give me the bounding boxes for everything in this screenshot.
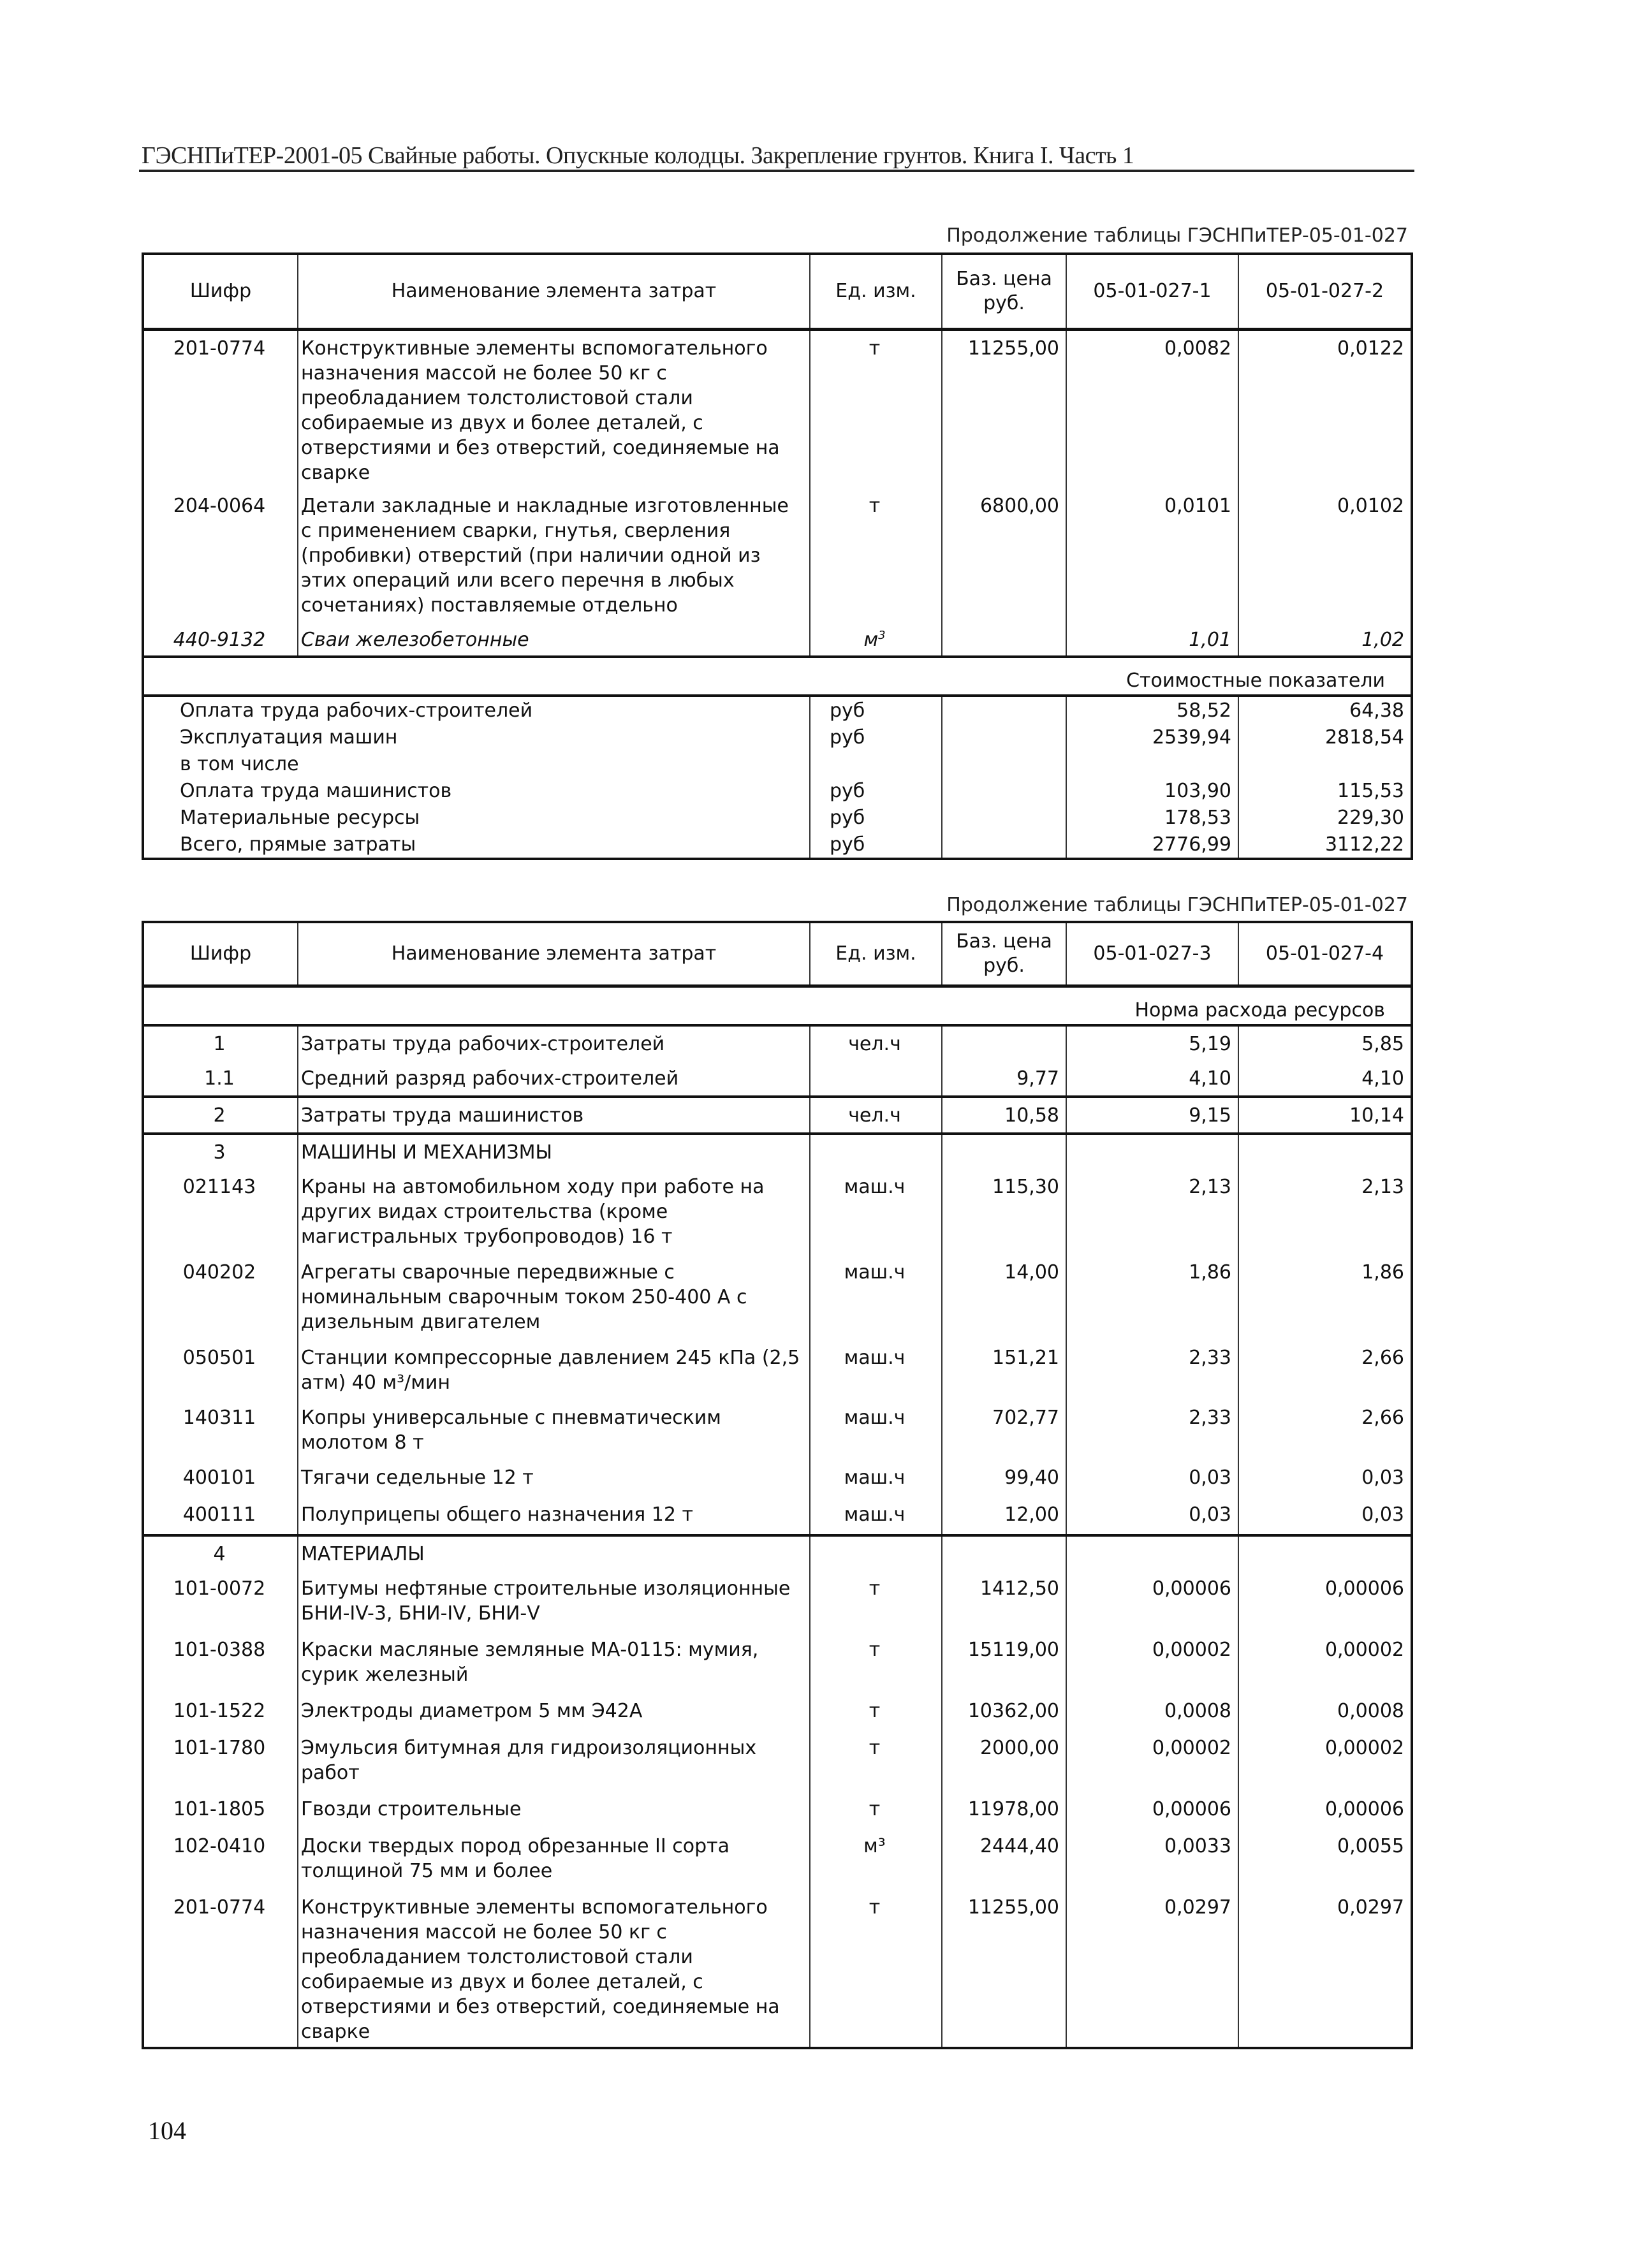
cell-name: Сваи железобетонные [298,622,810,657]
col-header-name: Наименование элемента затрат [298,254,810,329]
cell-v2: 0,0122 [1238,329,1412,488]
cell-v1: 0,0033 [1066,1829,1238,1890]
cell-v1: 0,00006 [1066,1792,1238,1829]
cost-v1: 178,53 [1066,804,1238,831]
col-header-v2: 05-01-027-4 [1238,922,1412,986]
cost-row [143,724,1412,750]
cell-v1: 4,10 [1066,1061,1238,1097]
col-header-code: Шифр [143,922,298,986]
cell-price: 11978,00 [942,1792,1066,1829]
cost-row [143,777,1412,804]
cell-v2: 5,85 [1238,1025,1412,1061]
col-header-code: Шифр [143,254,298,329]
cost-v1: 58,52 [1066,696,1238,724]
cost-label: Всего, прямые затраты [180,833,416,856]
cell-price: 12,00 [942,1497,1066,1535]
cell-price: 10362,00 [942,1694,1066,1730]
cost-empty [942,696,1066,724]
cell-price [942,622,1066,657]
cell-code: 102-0410 [143,1829,298,1890]
cell-unit: маш.ч [810,1497,942,1535]
cell-name: Эмульсия битумная для гидроизоляционных работ [298,1730,810,1792]
group-row-machines [143,1134,1412,1169]
cell-unit: т [810,1632,942,1694]
cell-code: 1.1 [143,1061,298,1097]
cell-v1: 0,00002 [1066,1730,1238,1792]
cell-code: 050501 [143,1340,298,1400]
cell-v1: 1,86 [1066,1255,1238,1340]
cost-label: Эксплуатация машин [180,726,398,749]
cell-v2: 0,00006 [1238,1571,1412,1632]
cell-name: Копры универсальные с пневматическим молотом 8 т [298,1400,810,1460]
col-header-price: Баз. цена руб. [942,254,1066,329]
cell-v1: 0,00002 [1066,1632,1238,1694]
cell-name: Затраты труда рабочих-строителей [298,1025,810,1061]
cell-unit: т [810,1730,942,1792]
table-row [143,1255,1412,1340]
cell-v1: 0,03 [1066,1497,1238,1535]
cell-v2 [1238,1535,1412,1571]
unit-text: м [863,629,879,651]
table-row [143,1632,1412,1694]
cell-v1: 0,0101 [1066,488,1238,622]
cost-unit: руб [810,831,942,859]
page-header-title: ГЭСНПиТЕР-2001-05 Свайные работы. Опускные колодцы. Закрепление грунтов. Книга I. Часть 1 [142,142,1134,169]
cost-row [143,831,1412,859]
cost-label: Материальные ресурсы [180,807,420,829]
unit-superscript: 3 [878,629,886,642]
cost-v1: 103,90 [1066,777,1238,804]
cell-v1 [1066,1535,1238,1571]
cell-v2: 2,13 [1238,1169,1412,1255]
cell-unit: чел.ч [810,1097,942,1134]
cell-name: Станции компрессорные давлением 245 кПа (2,5 атм) 40 м³/мин [298,1340,810,1400]
cell-v1 [1066,1134,1238,1169]
cell-v2: 0,00002 [1238,1632,1412,1694]
cell-v2: 1,86 [1238,1255,1412,1340]
cell-code: 021143 [143,1169,298,1255]
cell-unit [810,1535,942,1571]
cost-v2: 229,30 [1238,804,1412,831]
cell-unit: маш.ч [810,1340,942,1400]
cost-empty [942,750,1066,777]
cost-v1: 2539,94 [1066,724,1238,750]
cost-v2: 2818,54 [1238,724,1412,750]
cell-price [942,1535,1066,1571]
cell-unit: т [810,1792,942,1829]
cell-code: 101-0072 [143,1571,298,1632]
table-row [143,1890,1412,2048]
cell-price: 9,77 [942,1061,1066,1097]
cell-v2: 0,0008 [1238,1694,1412,1730]
cell-price: 15119,00 [942,1632,1066,1694]
cell-v2: 0,0297 [1238,1890,1412,2048]
cell-price: 2000,00 [942,1730,1066,1792]
table-row [143,622,1412,657]
cost-unit: руб [810,724,942,750]
cell-code: 400101 [143,1460,298,1497]
cost-v2: 3112,22 [1238,831,1412,859]
cell-name: Затраты труда машинистов [298,1097,810,1134]
table2 [142,921,1413,2049]
cell-v1: 2,33 [1066,1400,1238,1460]
cell-v1: 0,0008 [1066,1694,1238,1730]
cell-price: 1412,50 [942,1571,1066,1632]
cell-price: 99,40 [942,1460,1066,1497]
table-row [143,488,1412,622]
table-row [143,1400,1412,1460]
table1 [142,252,1413,860]
cell-price [942,1134,1066,1169]
cell-unit: маш.ч [810,1169,942,1255]
cell-code: 101-1780 [143,1730,298,1792]
cell-code: 040202 [143,1255,298,1340]
cost-v1: 2776,99 [1066,831,1238,859]
cost-unit: руб [810,804,942,831]
cell-unit: т [810,1571,942,1632]
cell-code: 204-0064 [143,488,298,622]
cell-name: Тягачи седельные 12 т [298,1460,810,1497]
col-header-v1: 05-01-027-3 [1066,922,1238,986]
cell-unit: т [810,329,942,488]
cell-code: 3 [143,1134,298,1169]
section-label-cost: Стоимостные показатели [1126,669,1385,692]
col-header-v1: 05-01-027-1 [1066,254,1238,329]
cell-unit: маш.ч [810,1255,942,1340]
cost-label: в том числе [180,753,299,775]
cell-v1: 0,0082 [1066,329,1238,488]
cell-unit: маш.ч [810,1460,942,1497]
table1-header-row [143,254,1412,329]
table-row [143,1340,1412,1400]
cell-price: 151,21 [942,1340,1066,1400]
cost-label: Оплата труда рабочих-строителей [180,699,533,722]
table-row [143,1025,1412,1061]
cell-v2: 2,66 [1238,1340,1412,1400]
cell-code: 1 [143,1025,298,1061]
cell-unit: м³ [810,1829,942,1890]
cell-price: 11255,00 [942,329,1066,488]
cell-price: 11255,00 [942,1890,1066,2048]
cell-name: Конструктивные элементы вспомогательного назначения массой не более 50 кг с преобладанием толстолистовой стали собираемые из двух и более деталей, с отверстиями и без отверстий, соединяемые на сварке [298,1890,810,2048]
cell-name: Детали закладные и накладные изготовленные с применением сварки, гнутья, сверления (пробивки) отверстий (при наличии одной из этих операций или всего перечня в любых сочетаниях) поставляемые отдельно [298,488,810,622]
col-header-unit: Ед. изм. [810,254,942,329]
group-row-materials [143,1535,1412,1571]
cell-v1: 1,01 [1066,622,1238,657]
cost-empty [942,777,1066,804]
cell-v2: 4,10 [1238,1061,1412,1097]
cell-v2: 0,03 [1238,1497,1412,1535]
table-row [143,1169,1412,1255]
section-row [143,657,1412,696]
cell-unit: т [810,1890,942,2048]
cell-v2: 0,0102 [1238,488,1412,622]
cell-name: МАШИНЫ И МЕХАНИЗМЫ [298,1134,810,1169]
cell-price: 10,58 [942,1097,1066,1134]
col-header-name: Наименование элемента затрат [298,922,810,986]
cell-unit: маш.ч [810,1400,942,1460]
cell-v2: 10,14 [1238,1097,1412,1134]
table-row [143,1460,1412,1497]
cell-name: Доски твердых пород обрезанные II сорта толщиной 75 мм и более [298,1829,810,1890]
cell-code: 101-1522 [143,1694,298,1730]
section-row [143,986,1412,1026]
cell-code: 101-1805 [143,1792,298,1829]
table-row [143,1694,1412,1730]
cell-v1: 9,15 [1066,1097,1238,1134]
table-row [143,329,1412,488]
cell-v2: 2,66 [1238,1400,1412,1460]
cell-v1: 5,19 [1066,1025,1238,1061]
cell-price: 6800,00 [942,488,1066,622]
cell-code: 101-0388 [143,1632,298,1694]
table2-header-row [143,922,1412,986]
cell-name: МАТЕРИАЛЫ [298,1535,810,1571]
cost-v1 [1066,750,1238,777]
cost-empty [942,804,1066,831]
cell-code: 440-9132 [143,622,298,657]
cost-unit: руб [810,696,942,724]
cell-v2: 1,02 [1238,622,1412,657]
cell-v2: 0,00006 [1238,1792,1412,1829]
cost-empty [942,724,1066,750]
cell-price [942,1025,1066,1061]
cell-code: 400111 [143,1497,298,1535]
cell-unit: т [810,488,942,622]
cell-unit: т [810,1694,942,1730]
cell-name: Конструктивные элементы вспомогательного назначения массой не более 50 кг с преобладанием толстолистовой стали собираемые из двух и более деталей, с отверстиями и без отверстий, соединяемые на сварке [298,329,810,488]
table-row [143,1061,1412,1097]
table-row [143,1730,1412,1792]
header-rule [139,170,1414,172]
cell-v1: 2,13 [1066,1169,1238,1255]
cell-name: Краски масляные земляные МА-0115: мумия, сурик железный [298,1632,810,1694]
col-header-price: Баз. цена руб. [942,922,1066,986]
table-row [143,1571,1412,1632]
cost-row [143,750,1412,777]
cell-name: Краны на автомобильном ходу при работе на других видах строительства (кроме магистральных трубопроводов) 16 т [298,1169,810,1255]
cell-name: Агрегаты сварочные передвижные с номинальным сварочным током 250-400 А с дизельным двигателем [298,1255,810,1340]
cost-v2: 64,38 [1238,696,1412,724]
cell-v1: 0,00006 [1066,1571,1238,1632]
cell-code: 4 [143,1535,298,1571]
cost-v2: 115,53 [1238,777,1412,804]
cell-price: 14,00 [942,1255,1066,1340]
cell-unit: чел.ч [810,1025,942,1061]
cell-code: 140311 [143,1400,298,1460]
cost-unit [810,750,942,777]
section-label-norm: Норма расхода ресурсов [1134,999,1385,1021]
cell-code: 201-0774 [143,1890,298,2048]
cell-v2 [1238,1134,1412,1169]
table-row [143,1792,1412,1829]
cell-price: 2444,40 [942,1829,1066,1890]
cell-v1: 0,0297 [1066,1890,1238,2048]
cell-unit [810,622,942,657]
col-header-v2: 05-01-027-2 [1238,254,1412,329]
table1-caption: Продолжение таблицы ГЭСНПиТЕР-05-01-027 [946,224,1408,247]
table-row [143,1497,1412,1535]
page-number: 104 [148,2116,186,2145]
cost-row [143,804,1412,831]
cell-name: Битумы нефтяные строительные изоляционные БНИ-IV-3, БНИ-IV, БНИ-V [298,1571,810,1632]
table2-caption: Продолжение таблицы ГЭСНПиТЕР-05-01-027 [946,894,1408,916]
cell-name: Полуприцепы общего назначения 12 т [298,1497,810,1535]
table-row [143,1097,1412,1134]
cell-v2: 0,03 [1238,1460,1412,1497]
cell-price: 702,77 [942,1400,1066,1460]
cost-v2 [1238,750,1412,777]
table-row [143,1829,1412,1890]
cell-unit [810,1134,942,1169]
cell-name: Электроды диаметром 5 мм Э42А [298,1694,810,1730]
cost-label: Оплата труда машинистов [180,780,452,802]
cell-name: Средний разряд рабочих-строителей [298,1061,810,1097]
cell-name: Гвозди строительные [298,1792,810,1829]
cell-v2: 0,0055 [1238,1829,1412,1890]
cell-price: 115,30 [942,1169,1066,1255]
cell-v2: 0,00002 [1238,1730,1412,1792]
cell-code: 201-0774 [143,329,298,488]
cell-code: 2 [143,1097,298,1134]
cost-empty [942,831,1066,859]
cell-v1: 0,03 [1066,1460,1238,1497]
cost-unit: руб [810,777,942,804]
cost-row [143,696,1412,724]
col-header-unit: Ед. изм. [810,922,942,986]
cell-v1: 2,33 [1066,1340,1238,1400]
cell-unit [810,1061,942,1097]
